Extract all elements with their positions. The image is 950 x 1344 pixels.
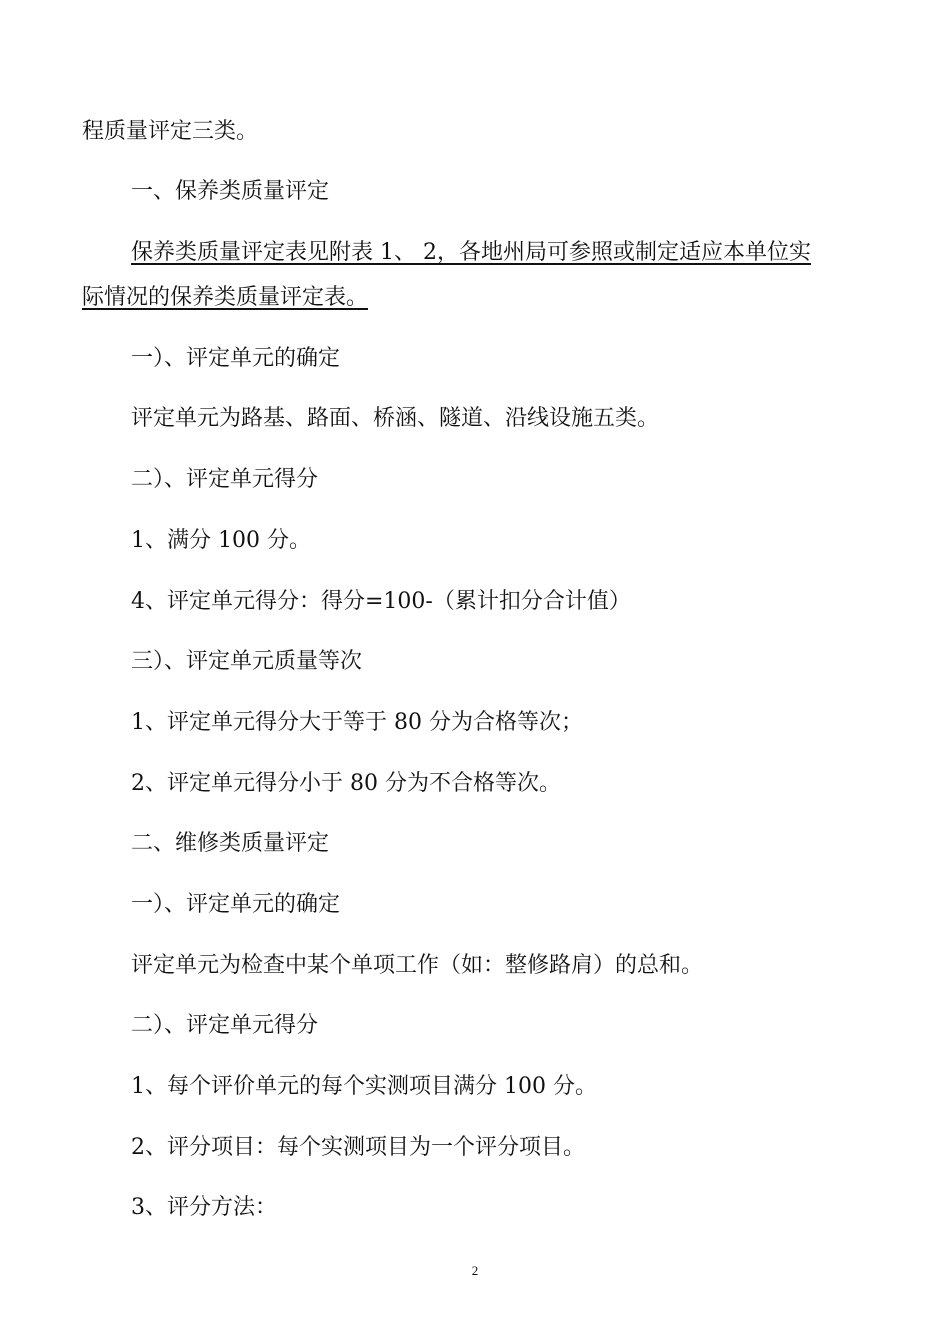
list-item-scoring-items: 2、评分项目：每个实测项目为一个评分项目。: [131, 1135, 585, 1160]
section-heading-maintenance: 一、保养类质量评定: [131, 179, 330, 204]
paragraph-continuation: 程质量评定三类。: [82, 119, 259, 144]
underlined-paragraph-line-2: 际情况的保养类质量评定表。: [82, 285, 369, 310]
subheading-unit-score-repair: 二）、评定单元得分: [131, 1013, 319, 1038]
paragraph-unit-types: 评定单元为路基、路面、桥涵、隧道、沿线设施五类。: [131, 406, 660, 431]
list-item-fail-grade: 2、评定单元得分小于 80 分为不合格等次。: [131, 771, 561, 796]
list-item-scoring-method: 3、评分方法：: [131, 1195, 277, 1220]
subheading-unit-determination: 一）、评定单元的确定: [131, 346, 341, 371]
section-heading-repair: 二、维修类质量评定: [131, 831, 330, 856]
paragraph-repair-unit: 评定单元为检查中某个单项工作（如：整修路肩）的总和。: [131, 953, 704, 978]
subheading-unit-determination-repair: 一）、评定单元的确定: [131, 892, 341, 917]
list-item-pass-grade: 1、评定单元得分大于等于 80 分为合格等次；: [131, 710, 583, 735]
subheading-quality-grade: 三）、评定单元质量等次: [131, 649, 363, 674]
underlined-paragraph-line-1: 保养类质量评定表见附表 1、 2，各地州局可参照或制定适应本单位实: [131, 240, 811, 265]
page-number: 2: [471, 1263, 479, 1278]
list-item-item-full-score: 1、每个评价单元的每个实测项目满分 100 分。: [131, 1074, 597, 1099]
list-item-score-formula: 4、评定单元得分：得分=100-（累计扣分合计值）: [131, 589, 631, 614]
subheading-unit-score: 二）、评定单元得分: [131, 467, 319, 492]
list-item-full-score: 1、满分 100 分。: [131, 528, 311, 553]
